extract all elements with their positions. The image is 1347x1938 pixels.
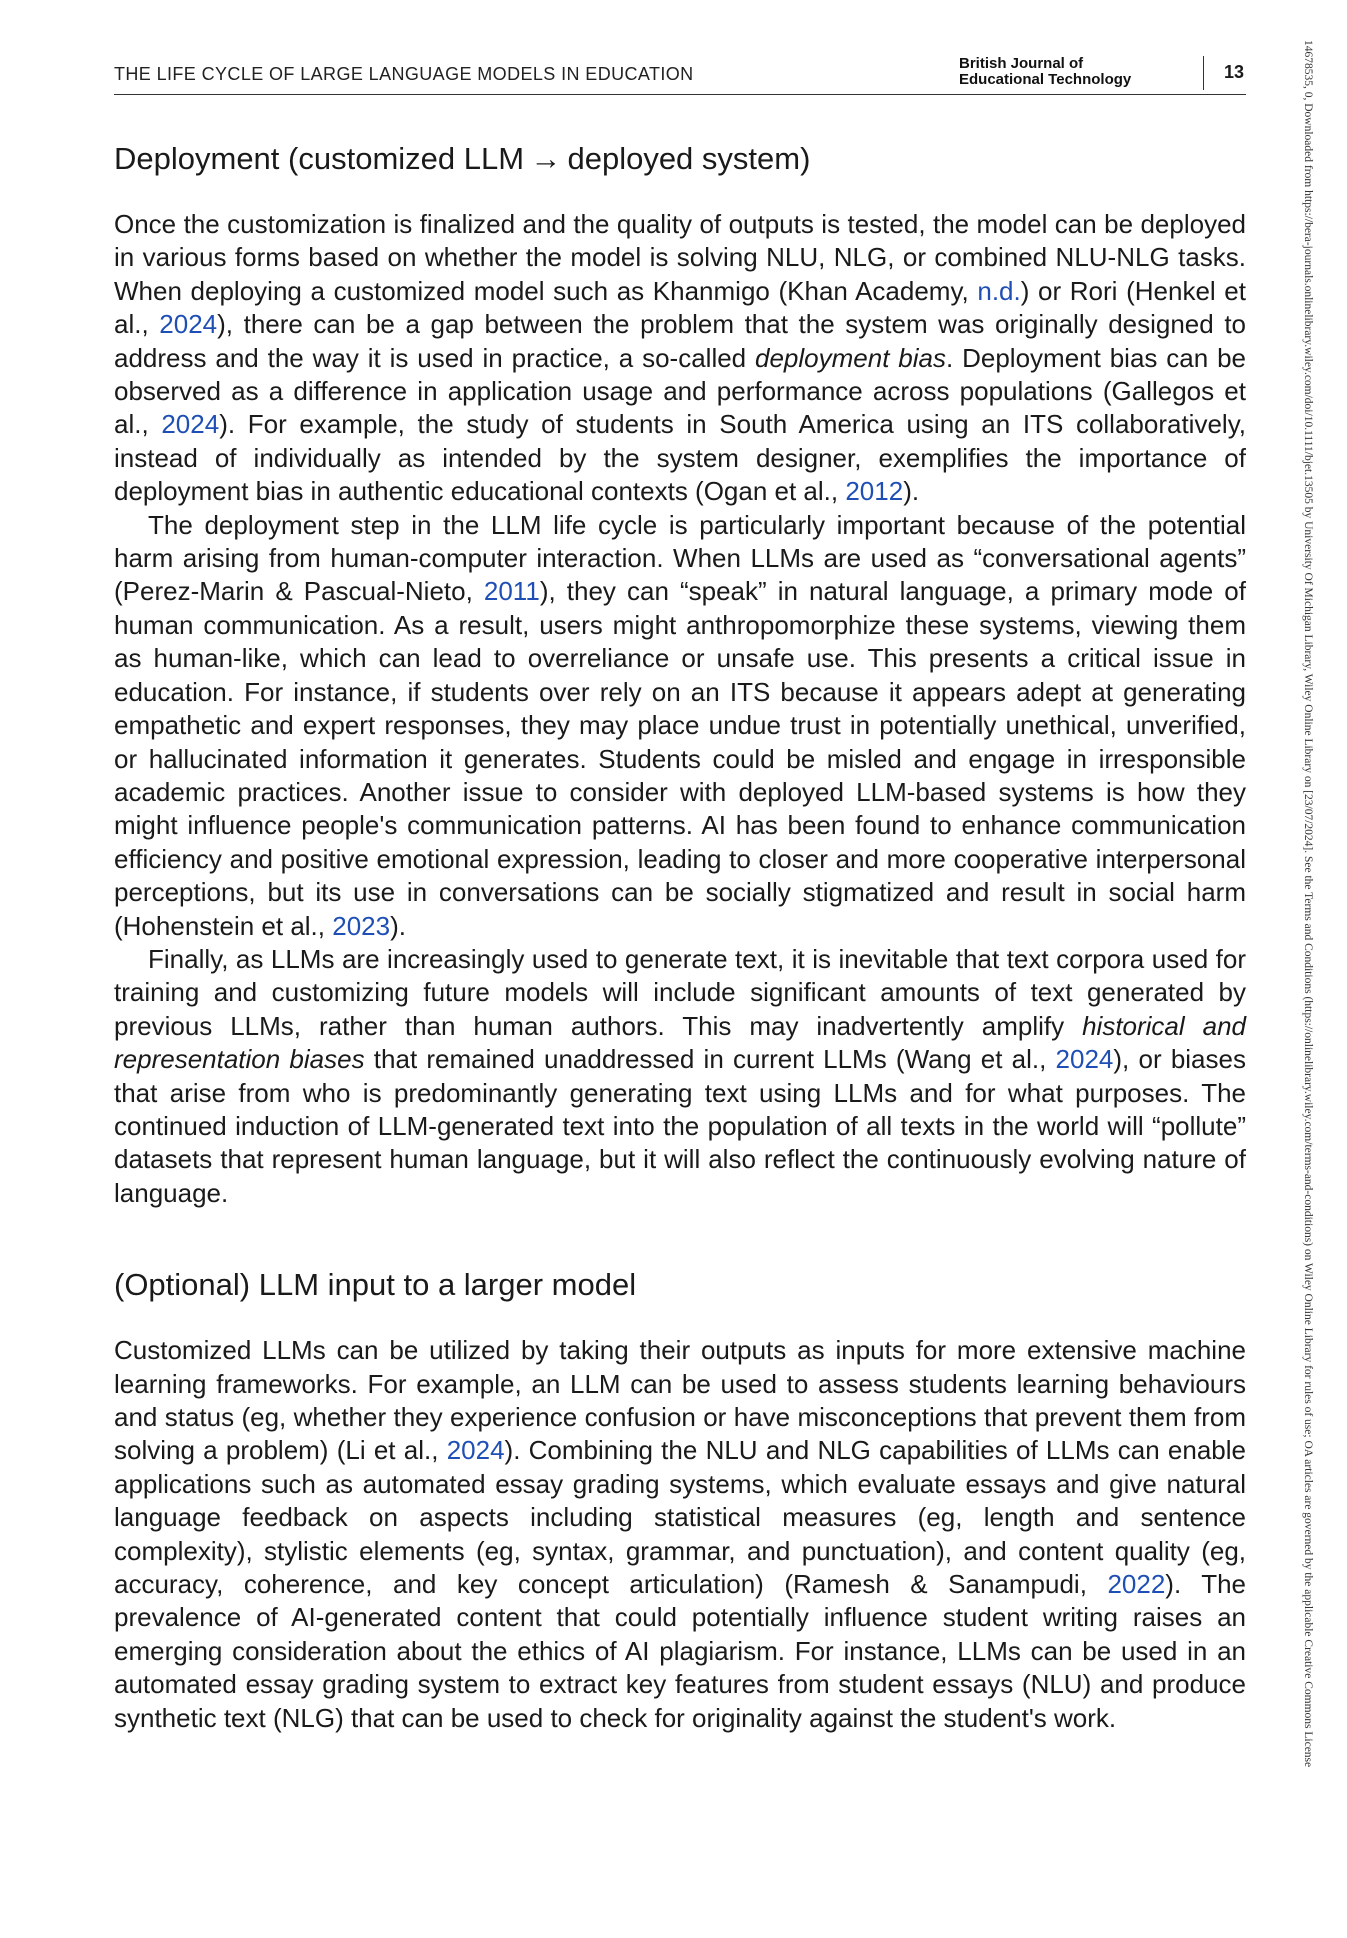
journal-name bbox=[959, 56, 1131, 88]
journal-name-line2: Educational Technology bbox=[959, 71, 1132, 88]
text-run: ), or biases that arise from who is predominantly generating text using LLMs and for what purposes. The continued induction of LLM-generated text into the population of all texts in the world will “pollute” datasets that represent human language, but it will also reflect the continuously evolving nature of language. bbox=[114, 1044, 1246, 1208]
emphasis-text: deployment bias bbox=[755, 342, 947, 373]
paragraph bbox=[114, 509, 1246, 943]
text-run: ). For example, the study of students in South America using an ITS collaboratively, instead of individually as intended by the system designer, exemplifies the importance of deployment bias in authentic educational contexts (Ogan et al., bbox=[114, 409, 1246, 507]
citation-link[interactable]: 2024 bbox=[161, 409, 220, 440]
citation-link[interactable]: 2011 bbox=[483, 576, 540, 607]
paragraph bbox=[114, 943, 1246, 1210]
article-body bbox=[114, 140, 1246, 1735]
section-heading-llm-input: (Optional) LLM input to a larger model bbox=[114, 1267, 637, 1303]
download-notice: 14678535, 0, Downloaded from https://bera-journals.onlinelibrary.wiley.com/doi/10.1111/bjet.13505 by University Of Michigan Library, Wiley Online Library on [23/07/2024]. See the Terms and Conditions (https://onlinelibrary.wiley.com/terms-and-conditions) on Wiley Online Library for rules of use; OA articles are governed by the applicable Creative Commons License bbox=[1302, 40, 1314, 1768]
text-run: ) or Rori (Henkel et al., bbox=[114, 275, 1246, 340]
emphasis-text: historical and representation biases bbox=[114, 1010, 1246, 1075]
running-title: THE LIFE CYCLE OF LARGE LANGUAGE MODELS IN EDUCATION bbox=[114, 64, 694, 84]
header-divider bbox=[1203, 56, 1204, 90]
text-run: . Deployment bias can be observed as a difference in application usage and performance across populations (Gallegos et al., bbox=[114, 342, 1246, 440]
text-run: The deployment step in the LLM life cycle is particularly important because of the potential harm arising from human-computer interaction. When LLMs are used as “conversational agents” (Perez-Marin & Pascual-Nieto, bbox=[114, 509, 1246, 607]
text-run: Customized LLMs can be utilized by taking their outputs as inputs for more extensive machine learning frameworks. For example, an LLM can be used to assess students learning behaviours and status (eg, whether they experience confusion or have misconceptions that prevent them from solving a problem) (Li et al., bbox=[114, 1335, 1246, 1466]
text-run: ). Combining the NLU and NLG capabilities of LLMs can enable applications such as automated essay grading systems, which evaluate essays and give natural language feedback on aspects including statistical measures (eg, length and sentence complexity), stylistic elements (eg, syntax, grammar, and punctuation), and content quality (eg, accuracy, coherence, and key concept articulation) (Ramesh & Sanampudi, bbox=[114, 1435, 1246, 1600]
paragraph bbox=[114, 1334, 1246, 1735]
page-number: 13 bbox=[1223, 62, 1244, 82]
journal-name-line1: British Journal of bbox=[959, 55, 1084, 72]
page-header bbox=[114, 54, 1246, 95]
citation-link[interactable]: 2022 bbox=[1107, 1569, 1166, 1600]
citation-link[interactable]: 2023 bbox=[332, 910, 391, 941]
text-run: Finally, as LLMs are increasingly used to generate text, it is inevitable that text corpora used for training and customizing future models will include significant amounts of text generated by previous LLMs, rather than human authors. This may inadvertently amplify bbox=[114, 943, 1246, 1041]
citation-link[interactable]: 2024 bbox=[1055, 1044, 1114, 1075]
text-run: ), they can “speak” in natural language, a primary mode of human communication. As a result, users might anthropomorphize these systems, viewing them as human-like, which can lead to overreliance or unsafe use. This presents a critical issue in education. For instance, if students over rely on an ITS because it appears adept at generating empathetic and expert responses, they may place undue trust in potentially unethical, unverified, or hallucinated information it generates. Students could be misled and engage in irresponsible academic practices. Another issue to consider with deployed LLM-based systems is how they might influence people's communication patterns. AI has been found to enhance communication efficiency and positive emotional expression, leading to closer and more cooperative interpersonal perceptions, but its use in conversations can be socially stigmatized and result in social harm (Hohenstein et al., bbox=[114, 576, 1246, 941]
citation-link[interactable]: 2024 bbox=[159, 309, 218, 340]
citation-link[interactable]: n.d. bbox=[977, 275, 1021, 306]
citation-link[interactable]: 2024 bbox=[446, 1435, 505, 1466]
text-run: Once the customization is finalized and the quality of outputs is tested, the model can be deployed in various forms based on whether the model is solving NLU, NLG, or combined NLU-NLG tasks. When deploying a customized model such as Khanmigo (Khan Academy, bbox=[114, 209, 1246, 306]
paragraph bbox=[114, 208, 1246, 509]
citation-link[interactable]: 2012 bbox=[845, 476, 904, 507]
text-run: ). The prevalence of AI-generated content that could potentially influence student writing raises an emerging consideration about the ethics of AI plagiarism. For instance, LLMs can be used in an automated essay grading system to extract key features from student essays (NLU) and produce synthetic text (NLG) that can be used to check for originality against the student's work. bbox=[114, 1569, 1247, 1733]
text-run: ). bbox=[903, 476, 920, 507]
text-run: ). bbox=[390, 910, 406, 941]
text-run: that remained unaddressed in current LLMs (Wang et al., bbox=[364, 1044, 1056, 1075]
text-run: ), there can be a gap between the problem that the system was originally designed to address and the way it is used in practice, a so-called bbox=[114, 309, 1246, 373]
section-heading-deployment: Deployment (customized LLM → deployed system) bbox=[114, 141, 811, 176]
